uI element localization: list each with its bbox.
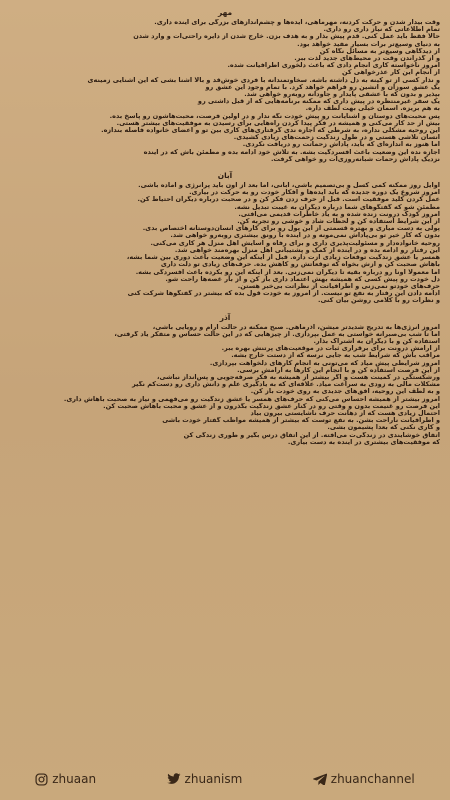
text-line: یک سفر غیرمنتظره در پیش داری که ممکنه برنامه‌هایی که از قبل داشتی رو [197, 98, 440, 106]
section-body [10, 19, 440, 163]
text-line: تمام اطلاعاتی که نیاز داری رو داری. [323, 26, 440, 34]
text-line: بدون که کار خیر تو بی‌پاداش نمی‌مونه و در آینده با رونق بیشتری روبه‌رو خواهی شد. [170, 232, 440, 240]
section-body [10, 324, 440, 446]
sections-container [10, 8, 440, 446]
text-line: وقت بیدار شدن و حرکت کردنه، مهرماهی، ایده‌ها و چشم‌اندازهای بزرگی برای آینده داری. [154, 19, 440, 26]
text-line: نزدیک پاداش زحمات شبانه‌روزی‌ات رو خواهی گرفت. [270, 155, 440, 163]
telegram-handle[interactable] [313, 772, 415, 786]
text-line: همسر یا عشق زندگیت توقعات زیادی ازت داره. قبل از اینکه این وضعیت باعث دوری بین شما بشه، [126, 254, 440, 262]
text-line: که موفقیت‌های بیشتری در آینده به دست بیاری. [287, 438, 440, 446]
telegram-icon [313, 773, 327, 785]
text-line: امروز انرژی‌ها به تدریج شدیدتر میشن، آذرماهی. صبح ممکنه در حالت آرام و رویایی باشی، [152, 323, 440, 331]
text-line: ورشکستگی در کمینت هست و اگر بیشتر از همیشه به فکر صرفه‌جویی و پس‌انداز نباشی، [156, 373, 440, 381]
section-title: آذر [219, 312, 231, 322]
text-line: یک عشق سوزان و آتشین رو فراهم خواهد کرد. با تمام وجود این عشق رو [205, 83, 440, 91]
twitter-label: zhuanism [184, 772, 243, 786]
text-line: به دنیای وسیع‌تر برات بسیار مفید خواهد بود. [297, 40, 440, 48]
text-line: مشکلات مالی به زودی به سراغت میاد. علاقه‌ای که به یادگیری علم و دانش داری رو دست‌کم نگیر [132, 381, 440, 389]
text-line: عمل کردن کلید موفقیت است. قبل از حرف زدن فکر کن و در صحبت درباره دیگران احتیاط کن. [137, 196, 440, 204]
section-gap [10, 305, 440, 311]
twitter-handle[interactable] [167, 772, 243, 786]
text-line: ادامه دادن این رفتار به نفع تو نیست. از امروز به خودت قول بده که بیشتر در گفتگوها شرکت کنی [127, 290, 440, 298]
text-line: امروز ناخواسته کاری انجام دادی که باعث دلخوری اطرافیانت شده. [227, 62, 440, 70]
section-body [10, 182, 440, 304]
text-line: و نظرات رو با کلامی روشن بیان کنی. [317, 297, 440, 305]
text-line: امروز شروع یک دوره جدیده که باید ایده‌ها و افکار خودت رو به حرکت در بیاری. [189, 189, 440, 197]
text-line: و به لطف این روحیه، افق‌های جدیدی به روی خودت باز کن. [250, 388, 440, 396]
text-line: استفاده کن و با دیگران به اشتراک بذار. [313, 337, 440, 345]
text-line: و کاری نکنی که بعداً پشیمون بشی. [327, 424, 440, 432]
text-line: اجازه نده این وضعیت باعث افسردگیت بشه. به تلاش خود ادامه بده و مطمئن باش که در آینده [143, 148, 440, 156]
text-line: دل خودت رو پیش کسی که همیشه بهش اعتماد داری باز کن و از بار غصه‌ها راحت شو. [165, 275, 440, 283]
text-line: اوایل روز ممکنه کمی کسل و بی‌تصمیم باشی، آبانی، اما بعد از اون باید پرانرژی و آماده باشی. [138, 182, 440, 190]
text-line: و نذار کسی از تو کینه به دل داشته باشه. سخاوتمندانه با فردی خوش‌قد و بالا آشنا بشی که این آشنایی زمینه‌ی [87, 76, 440, 84]
social-footer [0, 772, 450, 786]
text-line: حالا فقط باید عمل کنی. قدم پیش بذار و به هدف بزن. خارج شدن از دایره راحتی‌ات و وارد شدن [133, 33, 440, 41]
text-line: اما هنوز به اندازه‌ای که باید، پاداش زحماتت رو دریافت نکردی. [242, 141, 440, 149]
instagram-label: zhuaan [52, 772, 97, 786]
text-line: اما تا شب بی‌صبرانه خواستی به عمل بپردازی. از چیزهایی که در این حالت حساس و متفکر یاد گرفتی، [114, 330, 440, 338]
text-line: پس محبت‌های دوستان و آشنایانت رو پیش خودت نگه ندار و در اولین فرصت، محبت‌هاشون رو پاسخ بده. [109, 112, 440, 120]
text-line: پولی به دست میاری و بهتره قسمتی از این پول رو برای کارهای انسان‌دوستانه اختصاص بدی. [142, 225, 440, 233]
text-line: امروز بیشتر از همیشه احساس می‌کنی که حرف‌های همسر یا عشق زندگیت رو می‌فهمی و نیاز به صحبت باهاش داری. [63, 395, 440, 403]
instagram-icon [35, 773, 48, 786]
text-line: روحیه خانواده‌دار و مسئولیت‌پذیری داری و برای رفاه و آسایش اهل منزل هر کاری می‌کنی. [150, 239, 440, 247]
text-line: مراقب باش که شرایط شب به جایی نرسه که از دستت خارج بشه. [231, 352, 440, 360]
text-line: و از گذراندن وقت در محیط‌های جدید لذت ببر. [294, 55, 440, 63]
text-line: اتفاق خوشایندی در زندگی‌ت می‌افته. از این اتفاق درس بگیر و طوری زندگی کن [183, 431, 440, 439]
text-line: مطمئن شو که گفتگوهای شما درباره دیگران به غیبت تبدیل نشه. [234, 203, 440, 211]
twitter-icon [167, 773, 181, 785]
text-line: از آرامش درونت برای برقراری ثبات در موقعیت‌های پرتنش بهره ببر. [221, 345, 440, 353]
text-line: این روحیه مشکلی نداره، به شرطی که اجازه ندی گرفتاری‌های کاری بین تو و اعضای خانواده فاصله بندازه. [101, 127, 440, 135]
text-line: و اطرافیانت ناراحت بشن. به نفع توست که بیشتر از همیشه مواظب گفتار خودت باشی [162, 417, 440, 425]
text-line: از این فرصت استفاده کن و با انجام این کارها به آرامش برسی. [237, 366, 440, 374]
text-line: احتمال زیادی هست که از دهانت حرف ناشایستی بیرون بیاد [250, 409, 440, 417]
text-line: به هم بریزه. آسمان خیلی بهت لطف داره. [305, 105, 440, 113]
text-line: باهاش صحبت کن و ازش بخواه که توقعاتش رو کاهش بده. حرف‌های زیادی تو دلت داری [160, 261, 440, 269]
text-line: بیش از حد کار می‌کنی و همیشه در فکر پیدا کردن راه‌هایی برای رسیدن به موفقیت‌های بیشتر هستی. [116, 119, 440, 127]
instagram-handle[interactable] [35, 772, 96, 786]
text-line: امروز شرایطی پیش میاد که می‌تونی به انجام کارهای دلخواهت بپردازی. [209, 359, 440, 367]
text-line: امروز کودک درونت زنده شده و به یاد خاطرات قدیمی می‌افتی. [238, 210, 440, 218]
text-line: اما معمولاً اونا رو درباره بقیه تا دیگران نمی‌زنی. بعد از اینکه این رو بکرده باعث افسردگی بشه. [135, 268, 440, 276]
telegram-label: zhuanchannel [330, 772, 415, 786]
text-line: حرف‌های خودتو نمی‌زنی و اطرافیانت از نظراتت بی‌خبر هستن. [237, 282, 440, 290]
text-line: بپذیر و بدون که با عشقی پایدار و جاودانه روبه‌رو خواهی شد. [244, 91, 440, 99]
section-title: آبان [217, 171, 233, 181]
text-line: این فرصت رو غنیمت بدون و وقتی رو در کنار عشق زندگیت بگذرون و از عشق و محبت باهاش صحبت کن. [103, 402, 440, 410]
text-line: این رفتار رو ادامه بده و در آینده از کمک و پشتیبانی اهل منزل بهره‌مند خواهی شد. [174, 246, 440, 254]
text-line: از انجام این کار عذرخواهی کن [342, 69, 440, 77]
text-line: انسان تلاشی هستی و در طول زندگیت زحمت‌های زیادی کشیدی. [233, 134, 440, 142]
section-title: مهر [217, 8, 233, 17]
section-gap [10, 163, 440, 169]
text-line: از دیدگاهی وسیع‌تر به مسائل نگاه کن [319, 47, 440, 55]
text-line: از این شرایط استفاده کن و لحظات شاد و خوشی رو تجربه کن. [237, 218, 440, 226]
